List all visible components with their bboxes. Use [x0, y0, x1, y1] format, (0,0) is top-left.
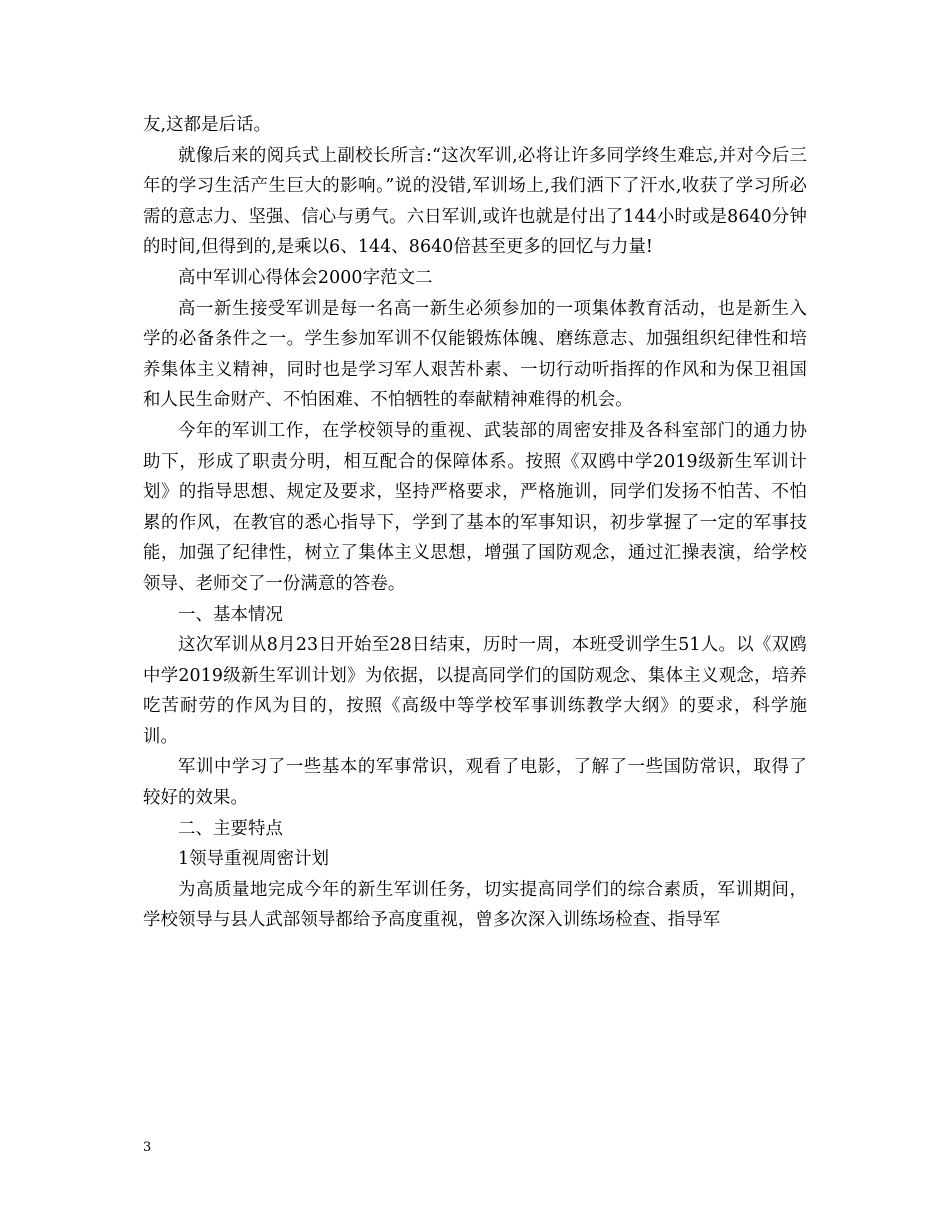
- paragraph-intro: 高一新生接受军训是每一名高一新生必须参加的一项集体教育活动，也是新生入学的必备条件之一。学生参加军训不仅能锻炼体魄、磨练意志、加强组织纪律性和培养集体主义精神，同时也是学习军人艰苦朴素、一切行动听指挥的作风和为保卫祖国和人民生命财产、不怕困难、不怕牺牲的奉献精神难得的机会。: [143, 298, 807, 411]
- paragraph-review-quote: 就像后来的阅兵式上副校长所言:“这次军训,必将让许多同学终生难忘,并对今后三年的学习生活产生巨大的影响。”说的没错,军训场上,我们洒下了汗水,收获了学习所必需的意志力、坚强、信心与勇气。六日军训,或许也就是付出了144小时或是8640分钟的时间,但得到的,是乘以6、144、8640倍甚至更多的回忆与力量!: [143, 145, 807, 258]
- paragraph-leadership: 为高质量地完成今年的新生军训任务，切实提高同学们的综合素质，军训期间，学校领导与县人武部领导都给予高度重视，曾多次深入训练场检查、指导军: [143, 879, 807, 931]
- section-title-example-two: 高中军训心得体会2000字范文二: [178, 267, 433, 288]
- heading-basic-situation: 一、基本情况: [178, 604, 283, 625]
- document-body: [143, 110, 807, 936]
- paragraph-training-work: 今年的军训工作，在学校领导的重视、武装部的周密安排及各科室部门的通力协助下，形成了职责分明，相互配合的保障体系。按照《双鸥中学2019级新生军训计划》的指导思想、规定及要求，坚持严格要求，严格施训，同学们发扬不怕苦、不怕累的作风，在教官的悉心指导下，学到了基本的军事知识，初步掌握了一定的军事技能，加强了纪律性，树立了集体主义思想，增强了国防观念，通过汇操表演，给学校领导、老师交了一份满意的答卷。: [143, 420, 807, 594]
- paragraph-basic-situation: 这次军训从8月23日开始至28日结束，历时一周，本班受训学生51人。以《双鸥中学2019级新生军训计划》为依据，以提高同学们的国防观念、集体主义观念，培养吃苦耐劳的作风为目的，按照《高级中等学校军事训练教学大纲》的要求，科学施训。: [143, 635, 807, 747]
- page-number: 3: [143, 1140, 152, 1155]
- subheading-leadership: 1领导重视周密计划: [178, 849, 330, 870]
- heading-main-features: 二、主要特点: [178, 818, 283, 839]
- paragraph-continuation: 友,这都是后话。: [143, 115, 272, 135]
- paragraph-military-knowledge: 军训中学习了一些基本的军事常识，观看了电影，了解了一些国防常识，取得了较好的效果。: [143, 757, 807, 809]
